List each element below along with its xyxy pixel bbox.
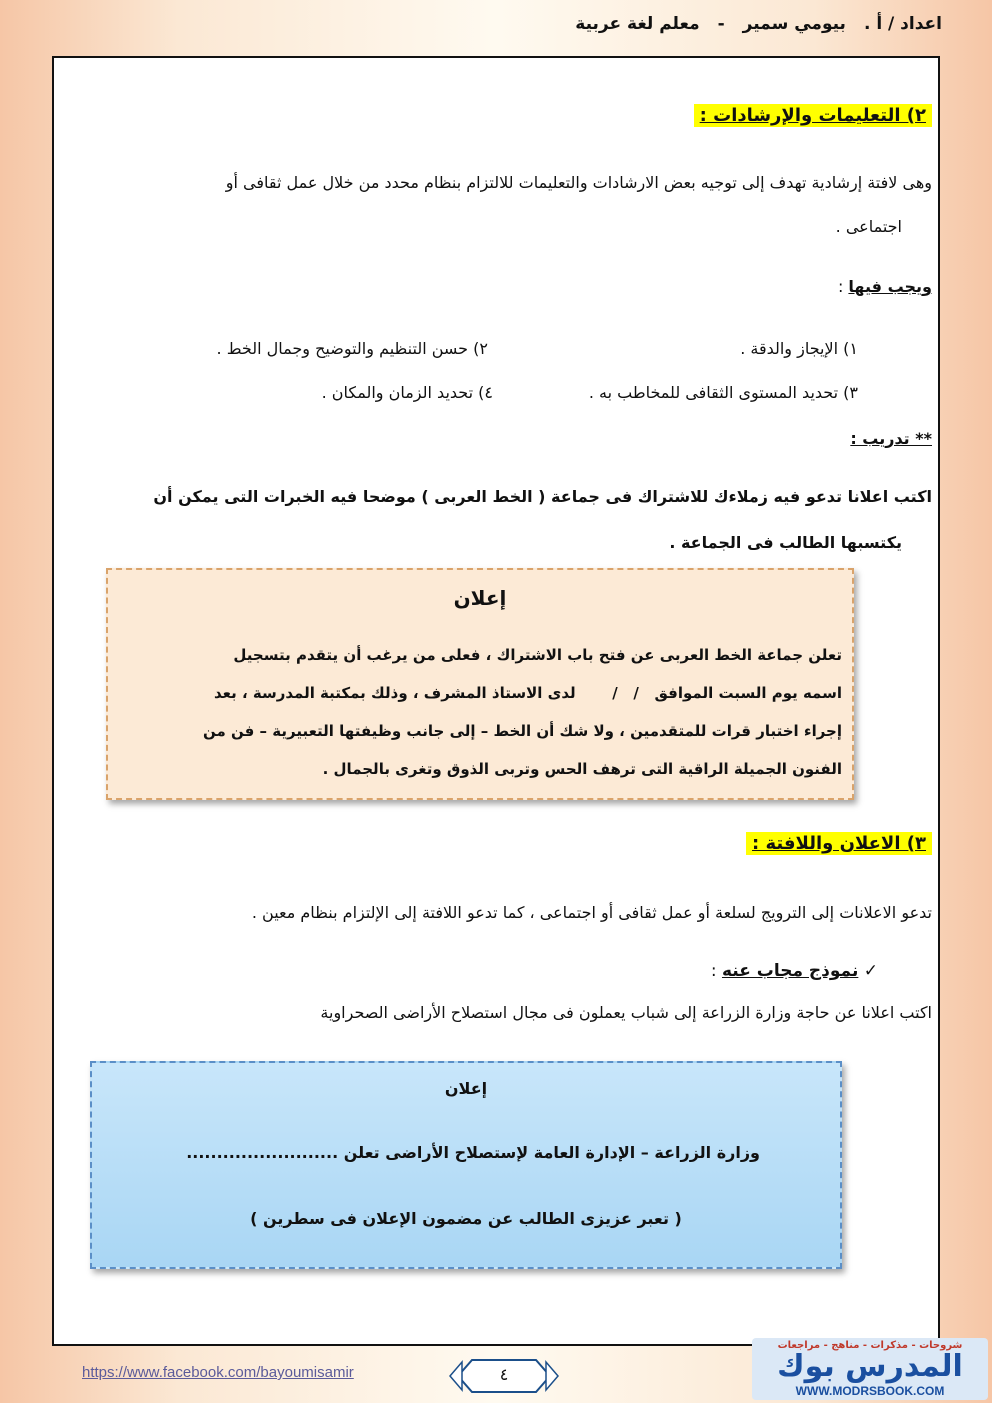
list-item: ١) الإيجاز والدقة . [740,339,858,358]
teacher-name: بيومي سمير [742,14,846,34]
announcement1-line: الفنون الجميلة الراقية التى ترهف الحس وتربى الذوق وتغرى بالجمال . [322,760,842,778]
section3-title: ٣) الاعلان واللافتة : [746,832,932,855]
logo-site: WWW.MODRSBOOK.COM [795,1384,945,1398]
must-colon: : [837,277,844,296]
model-label: نموذج مجاب عنه [721,961,859,981]
section3-task: اكتب اعلانا عن حاجة وزارة الزراعة إلى شباب يعملون فى مجال استصلاح الأراضى الصحراوية [320,1003,932,1022]
facebook-link[interactable]: https://www.facebook.com/bayoumisamir [82,1364,354,1381]
page-header [557,14,942,44]
section3-intro: تدعو الاعلانات إلى الترويج لسلعة أو عمل ثقافى أو اجتماعى ، كما تدعو اللافتة إلى الإلتزام بنظام معين . [251,903,932,922]
announcement1-line: إجراء اختبار قرات للمتقدمين ، ولا شك أن الخط – إلى جانب وظيفتها التعبيرية – فن من [203,722,842,740]
training-label: ** تدريب : [850,429,932,448]
list-item: ٣) تحديد المستوى الثقافى للمخاطب به . [588,383,858,402]
announcement2-line1: وزارة الزراعة – الإدارة العامة لإستصلاح الأراضى تعلن ......................... [186,1143,760,1162]
announcement2-title: إعلان [444,1079,488,1098]
checkmark-icon: ✓ [863,961,878,981]
announcement1-line: اسمه يوم السبت الموافق / / لدى الاستاذ المشرف ، وذلك بمكتبة المدرسة ، بعد [213,684,842,702]
announcement-box-2 [90,1061,842,1269]
must-label: ويجب فيها [848,277,932,296]
model-colon: : [710,961,717,981]
announcement2-line2: ( تعبر عزيزى الطالب عن مضمون الإعلان فى سطرين ) [250,1209,682,1228]
site-logo [752,1338,988,1400]
logo-name: المدرس بوك [777,1349,963,1384]
model-row [711,958,878,984]
section2-intro-line2: اجتماعى . [835,217,902,236]
must-row [838,274,932,300]
announcement1-title: إعلان [453,586,507,610]
section2-title: ٢) التعليمات والإرشادات : [694,104,932,127]
training-task-line2: يكتسبها الطالب فى الجماعة . [669,533,902,552]
prepared-by-label: اعداد / أ . [863,14,942,34]
page-number: ٤ [499,1365,509,1384]
list-item: ٤) تحديد الزمان والمكان . [321,383,493,402]
training-task-line1: اكتب اعلانا تدعو فيه زملاءك للاشتراك فى جماعة ( الخط العربى ) موضحا فيه الخبرات التى يمكن أن [153,487,932,506]
announcement-box-1 [106,568,854,800]
list-item: ٢) حسن التنظيم والتوضيح وجمال الخط . [216,339,488,358]
page-frame [52,56,940,1346]
announcement1-line: تعلن جماعة الخط العربى عن فتح باب الاشتراك ، فعلى من يرغب أن يتقدم بتسجيل [233,646,842,664]
logo-tagline: شروحات - مذكرات - مناهج - مراجعات [777,1340,963,1351]
page-number-badge [446,1356,562,1396]
section2-intro-line1: وهى لافتة إرشادية تهدف إلى توجيه بعض الارشادات والتعليمات للالتزام بنظام محدد من خلال عمل ثقافى أو [225,173,932,192]
teacher-role: معلم لغة عربية [575,14,700,34]
header-separator: - [717,14,725,34]
